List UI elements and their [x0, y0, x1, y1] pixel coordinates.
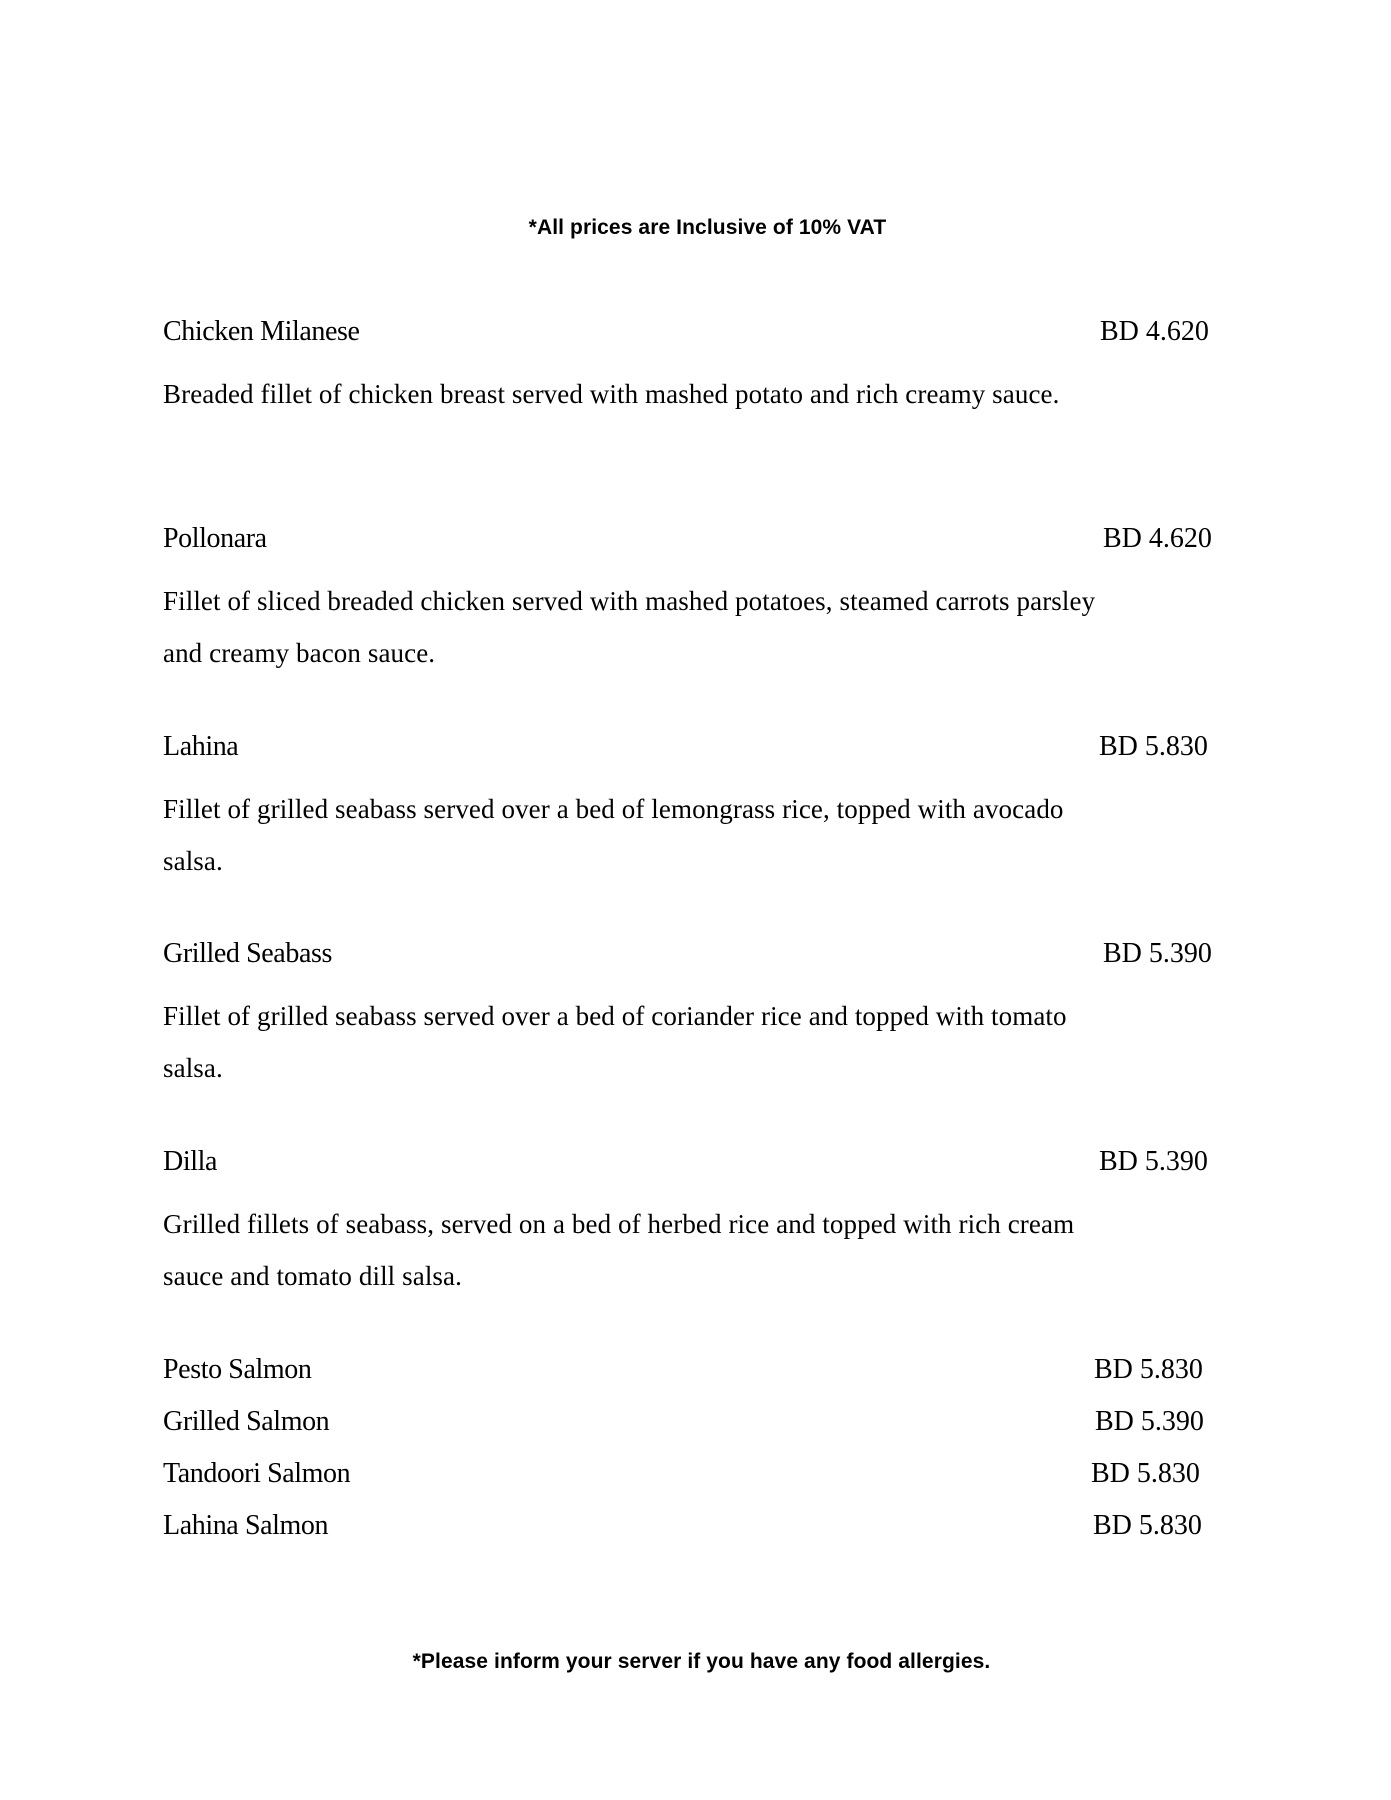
menu-item-grilled-salmon	[163, 1406, 1263, 1446]
item-description: Fillet of grilled seabass served over a bed of lemongrass rice, topped with avocado salsa.	[163, 794, 1064, 876]
item-name: Lahina Salmon	[163, 1510, 329, 1541]
menu-item-chicken-milanese	[163, 316, 1263, 476]
item-price: BD 5.390	[1095, 1406, 1204, 1437]
item-name: Lahina	[163, 731, 239, 762]
item-name: Grilled Seabass	[163, 938, 332, 969]
menu-item-grilled-seabass	[163, 938, 1263, 1098]
item-description: Fillet of grilled seabass served over a bed of coriander rice and topped with tomato salsa.	[163, 1001, 1067, 1083]
item-price: BD 5.830	[1091, 1458, 1200, 1489]
menu-item-pollonara	[163, 523, 1263, 683]
item-name: Pesto Salmon	[163, 1354, 312, 1385]
item-price: BD 4.620	[1100, 316, 1209, 347]
menu-item-dilla	[163, 1146, 1263, 1306]
menu-item-tandoori-salmon	[163, 1458, 1263, 1498]
vat-note: *All prices are Inclusive of 10% VAT	[528, 216, 887, 239]
allergy-note: *Please inform your server if you have any food allergies.	[412, 1650, 991, 1673]
item-name: Tandoori Salmon	[163, 1458, 351, 1489]
item-price: BD 5.390	[1103, 938, 1212, 969]
item-price: BD 5.830	[1094, 1354, 1203, 1385]
menu-item-pesto-salmon	[163, 1354, 1263, 1394]
item-price: BD 5.830	[1093, 1510, 1202, 1541]
item-name: Grilled Salmon	[163, 1406, 330, 1437]
item-description: Breaded fillet of chicken breast served with mashed potato and rich creamy sauce.	[163, 379, 1060, 409]
menu-item-lahina	[163, 731, 1263, 891]
item-description: Grilled fillets of seabass, served on a bed of herbed rice and topped with rich cream sauce and tomato dill salsa.	[163, 1209, 1075, 1291]
item-name: Chicken Milanese	[163, 316, 360, 347]
item-price: BD 5.830	[1099, 731, 1208, 762]
menu-item-lahina-salmon	[163, 1510, 1263, 1550]
item-name: Pollonara	[163, 523, 267, 554]
item-price: BD 4.620	[1103, 523, 1212, 554]
item-name: Dilla	[163, 1146, 217, 1177]
item-description: Fillet of sliced breaded chicken served with mashed potatoes, steamed carrots parsley and creamy bacon sauce.	[163, 586, 1096, 668]
item-price: BD 5.390	[1099, 1146, 1208, 1177]
